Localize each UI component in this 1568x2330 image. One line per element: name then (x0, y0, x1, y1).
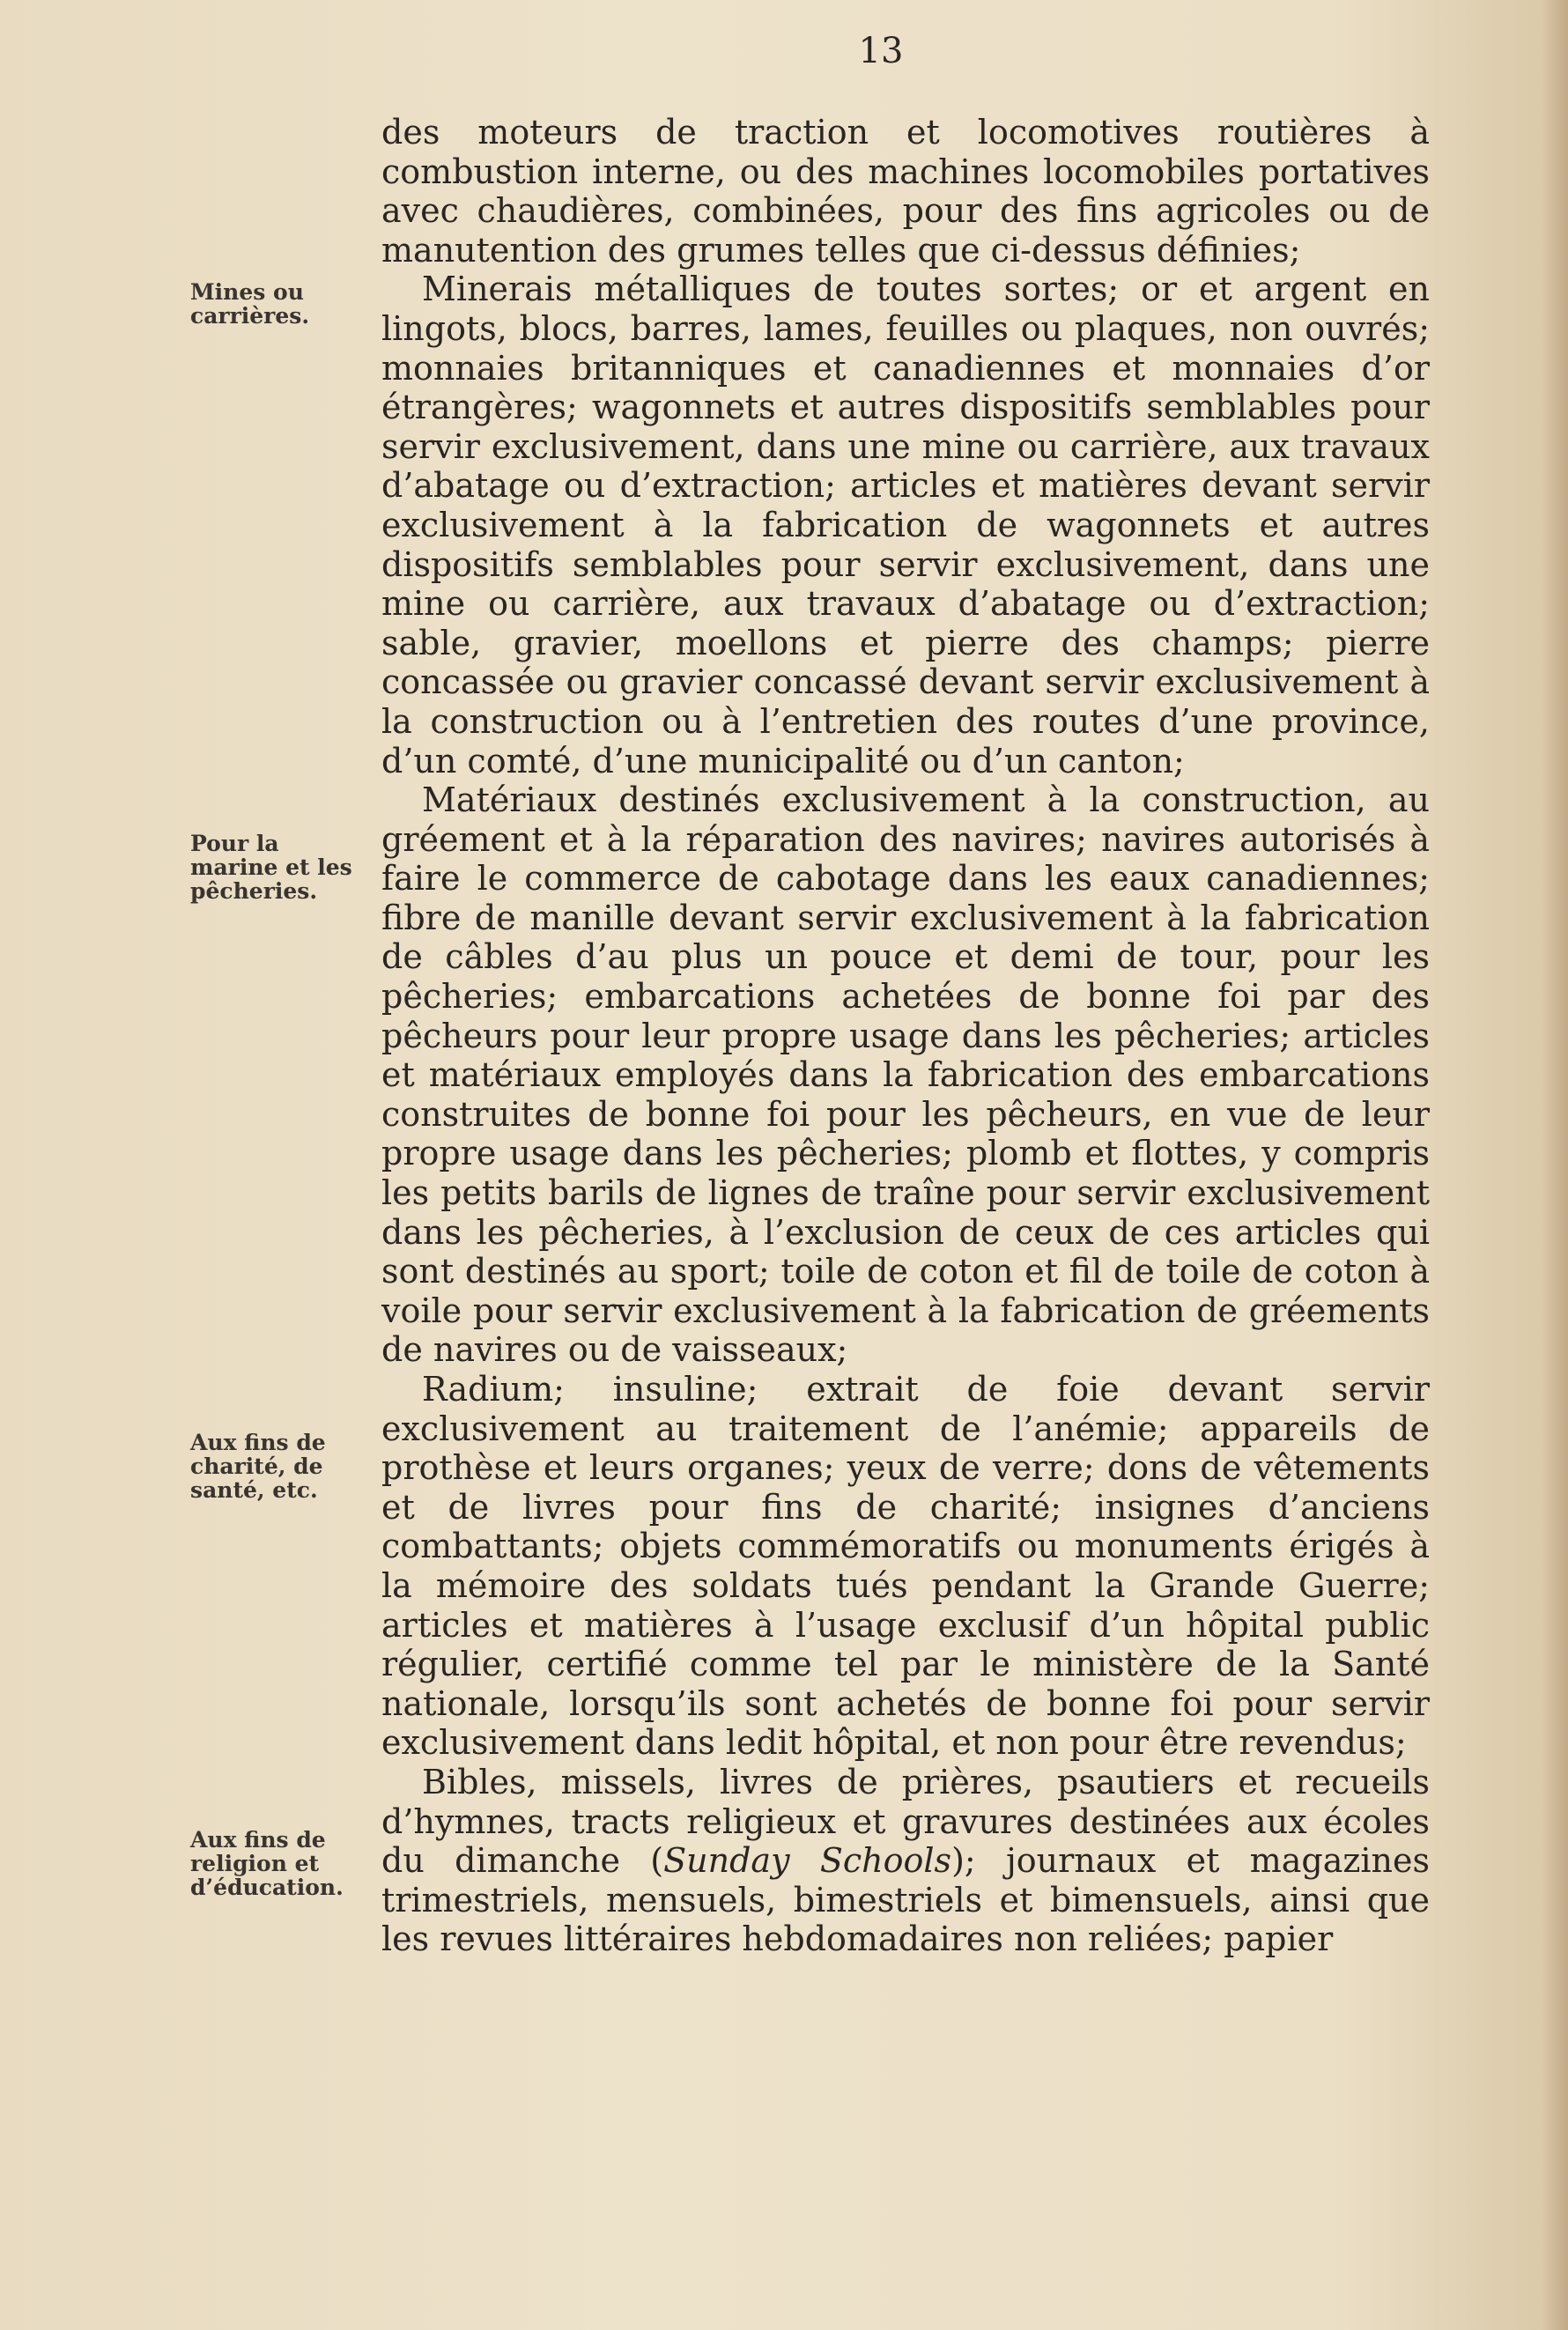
margin-note-mines: Mines ou carrières. (190, 279, 310, 329)
sunday-schools-italic: Sunday Schools (663, 1841, 952, 1881)
paragraph-religion-part-1: Bibles, missels, livres de prières, psautiers et recueils d’hymnes, tracts religieux et gravures destinées aux écoles du dimanche ( (381, 1762, 1430, 1881)
paragraph-charity: Radium; insuline; extrait de foie devant servir exclusivement au traitement de l’anémie; appareils de prothèse et leurs organes; yeux de verre; dons de vêtements et de livres pour fins de charité; insignes d’anciens combattants; objets commémoratifs ou monuments érigés à la mémoire des soldats tués pendant la Grande Guerre; articles et matières à l’usage exclusif d’un hôpital public régulier, certifié comme tel par le ministère de la Santé nationale, lorsqu’ils sont achetés de bonne foi pour servir exclusivement dans ledit hôpital, et non pour être revendus; (381, 1370, 1430, 1763)
body-text (381, 113, 1430, 1959)
paragraph-religion-part-2: ); journaux et magazines trimestriels, mensuels, bimestriels et bimensuels, ainsi que les revues littéraires hebdomadaires non reliées; papier (381, 1841, 1430, 1959)
page-edge-shadow (1542, 0, 1568, 2330)
margin-note-charity: Aux fins de charité, de santé, etc. (190, 1430, 326, 1503)
paragraph-mines: Minerais métalliques de toutes sortes; or et argent en lingots, blocs, barres, lames, feuilles ou plaques, non ouvrés; monnaies britanniques et canadiennes et monnaies d’or étrangères; wagonnets et autres dispositifs semblables pour servir exclusivement, dans une mine ou carrière, aux travaux d’abatage ou d’extraction; articles et matières devant servir exclusivement à la fabrication de wagonnets et autres dispositifs semblables pour servir exclusivement, dans une mine ou carrière, aux travaux d’abatage ou d’extraction; sable, gravier, moellons et pierre des champs; pierre concassée ou gravier concassé devant servir exclusivement à la construction ou à l’entretien des routes d’une province, d’un comté, d’une municipalité ou d’un canton; (381, 270, 1430, 780)
margin-note-religion: Aux fins de religion et d’éducation. (190, 1827, 344, 1900)
margin-note-marine: Pour la marine et les pêcheries. (190, 831, 352, 904)
paragraph-continuation: des moteurs de traction et locomotives routières à combustion interne, ou des machines locomobiles portatives avec chaudières, combinées, pour des fins agricoles ou de manutention des grumes telles que ci-dessus définies; (381, 113, 1430, 270)
paragraph-marine: Matériaux destinés exclusivement à la construction, au gréement et à la réparation des navires; navires autorisés à faire le commerce de cabotage dans les eaux canadiennes; fibre de manille devant servir exclusivement à la fabrication de câbles d’au plus un pouce et demi de tour, pour les pêcheries; embarcations achetées de bonne foi par des pêcheurs pour leur propre usage dans les pêcheries; articles et matériaux employés dans la fabrication des embarcations construites de bonne foi pour les pêcheurs, en vue de leur propre usage dans les pêcheries; plomb et flottes, y compris les petits barils de lignes de traîne pour servir exclusivement dans les pêcheries, à l’exclusion de ceux de ces articles qui sont destinés au sport; toile de coton et fil de toile de coton à voile pour servir exclusivement à la fabrication de gréements de navires ou de vaisseaux; (381, 780, 1430, 1370)
paragraph-religion (381, 1763, 1430, 1959)
page-number: 13 (858, 31, 904, 71)
